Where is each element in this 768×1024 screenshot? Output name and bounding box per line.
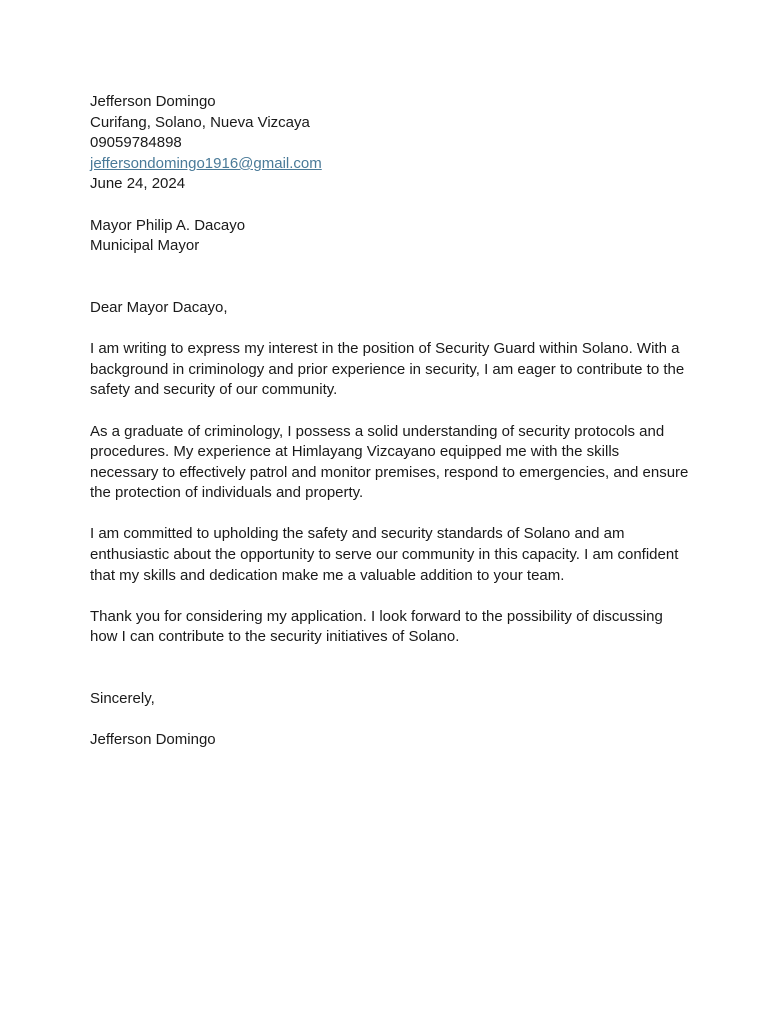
salutation: Dear Mayor Dacayo, xyxy=(90,298,228,316)
body-paragraph-1: I am writing to express my interest in the position of Security Guard within Solano. With a background in criminology and prior experience in security, I am eager to contribute to the safety and security of our community. xyxy=(90,340,685,399)
body-paragraph-3: I am committed to upholding the safety and security standards of Solano and am enthusiastic about the opportunity to serve our community in this capacity. I am confident that my skills and dedication make me a valuable addition to your team. xyxy=(90,525,679,584)
spacer xyxy=(90,257,690,298)
sender-name: Jefferson Domingo xyxy=(90,93,216,110)
spacer xyxy=(90,648,690,689)
recipient-name: Mayor Philip A. Dacayo xyxy=(90,216,246,234)
sender-phone: 09059784898 xyxy=(90,134,182,152)
letter-date: June 24, 2024 xyxy=(90,175,186,193)
spacer xyxy=(90,195,690,216)
sender-block xyxy=(90,92,690,195)
closing: Sincerely, xyxy=(90,690,155,708)
spacer xyxy=(90,710,690,731)
body-paragraph-4: Thank you for considering my application. I look forward to the possibility of discussing how I can contribute to the security initiatives of Solano. xyxy=(90,607,663,646)
spacer xyxy=(90,319,690,340)
recipient-title: Municipal Mayor xyxy=(90,237,200,255)
recipient-block xyxy=(90,216,690,257)
spacer xyxy=(90,504,690,525)
spacer xyxy=(90,586,690,607)
sender-email-link[interactable]: jeffersondomingo1916@gmail.com xyxy=(90,154,322,172)
cover-letter xyxy=(90,92,690,751)
sender-address: Curifang, Solano, Nueva Vizcaya xyxy=(90,113,310,131)
body-paragraph-2: As a graduate of criminology, I possess a solid understanding of security protocols and procedures. My experience at Himlayang Vizcayano equipped me with the skills necessary to effectively patrol and monitor premises, respond to emergencies, and ensure the protection of individuals and property. xyxy=(90,422,689,502)
signature-name: Jefferson Domingo xyxy=(90,731,216,749)
spacer xyxy=(90,401,690,422)
